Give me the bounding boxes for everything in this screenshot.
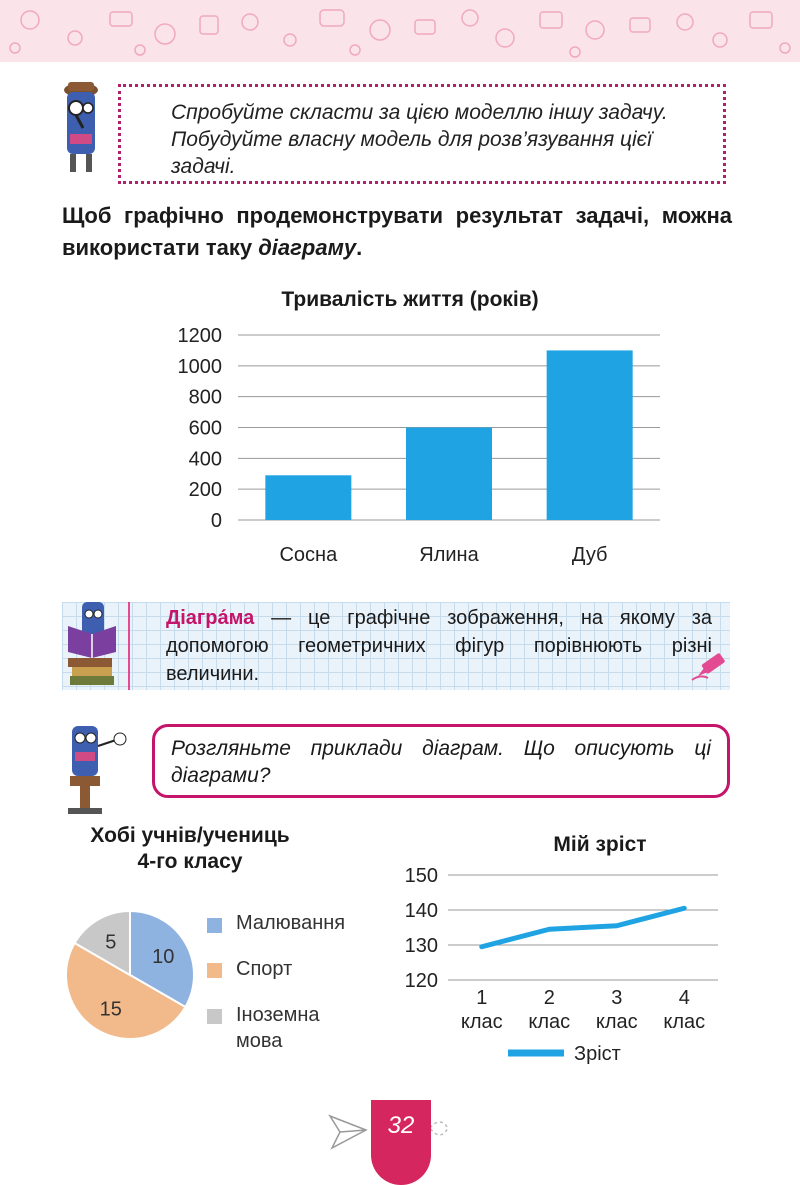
bar-y-tick-label: 800	[188, 386, 222, 409]
line-x-tick-word: клас	[595, 1011, 638, 1033]
line-chart	[380, 860, 730, 1080]
pie-legend-label: Іноземна	[236, 1004, 320, 1026]
pie-legend-label: Спорт	[236, 958, 293, 980]
definition-body: — це графічне зображення, на якому за допомогою геометричних фігур порівнюють різні величини.	[166, 607, 712, 685]
line-y-tick-label: 130	[404, 935, 438, 957]
line-x-tick-word: клас	[528, 1011, 571, 1033]
definition-term: Діагра́ма	[166, 607, 255, 629]
tip-text	[171, 99, 711, 180]
pie-legend-label: Малювання	[236, 912, 346, 934]
bar-category-label: Дуб	[571, 544, 608, 566]
line-x-tick-number: 4	[678, 987, 690, 1009]
page-number: 32	[387, 1112, 415, 1139]
pie-legend-swatch	[207, 1009, 222, 1024]
mascot-pointing-icon	[58, 722, 148, 818]
pie-value-label: 10	[152, 945, 175, 968]
bar-y-tick-label: 200	[188, 479, 222, 502]
line-x-tick-number: 1	[476, 987, 488, 1009]
bar-y-tick-label: 400	[188, 448, 222, 471]
line-y-tick-label: 120	[404, 970, 438, 992]
line-x-tick-word: клас	[460, 1011, 503, 1033]
bar-category-label: Ялина	[419, 544, 479, 566]
line-x-tick-word: клас	[663, 1011, 706, 1033]
header-decoration	[0, 0, 800, 62]
pie-title-line-1: Хобі учнів/учениць	[90, 824, 290, 847]
definition-text	[166, 604, 712, 688]
pie-chart	[60, 905, 200, 1045]
line-chart-title: Мій зріст	[553, 833, 647, 856]
mascot-detective-icon	[56, 76, 106, 178]
doodle-pattern	[0, 0, 800, 62]
bar-3	[547, 350, 633, 520]
intro-emphasis: діаграму	[258, 235, 357, 260]
line-x-tick-number: 2	[543, 987, 555, 1009]
mascot-reader-icon	[62, 596, 126, 694]
bar-y-tick-label: 0	[210, 510, 222, 532]
pie-value-label: 5	[105, 931, 117, 954]
pie-legend-swatch	[207, 963, 222, 978]
line-y-tick-label: 150	[404, 865, 438, 887]
bar-y-tick-label: 1000	[177, 355, 222, 378]
bar-y-tick-label: 1200	[177, 325, 222, 347]
pie-value-label: 15	[99, 998, 122, 1021]
pie-legend-label: мова	[236, 1030, 283, 1052]
bar-2	[406, 428, 492, 521]
intro-end: .	[356, 235, 363, 260]
tip-line-2: Побудуйте власну модель для розв’язування цієї	[171, 128, 652, 151]
margin-line	[128, 602, 130, 690]
intro-text: Щоб графічно продемонструвати результат задачі, можна використати таку	[62, 203, 732, 260]
pie-legend-swatch	[207, 918, 222, 933]
bar-y-tick-label: 600	[188, 417, 222, 440]
bar-category-label: Сосна	[279, 544, 338, 566]
highlighter-icon	[688, 652, 728, 684]
bar-1	[265, 475, 351, 520]
line-legend-label: Зріст	[574, 1043, 621, 1065]
tip-line-3: задачі.	[171, 155, 236, 178]
question-text: Розгляньте приклади діаграм. Що описують ці діаграми?	[171, 737, 711, 787]
intro-paragraph	[62, 200, 732, 264]
bar-chart-title: Тривалість життя (років)	[281, 288, 539, 311]
tip-box	[118, 84, 726, 184]
pie-title-line-2: 4-го класу	[137, 850, 243, 873]
bar-chart	[150, 320, 670, 580]
tip-line-1: Спробуйте скласти за цією моделлю іншу задачу.	[171, 101, 668, 124]
line-x-tick-number: 3	[611, 987, 623, 1009]
line-series-height	[482, 908, 685, 947]
question-bubble	[152, 724, 730, 798]
line-y-tick-label: 140	[404, 900, 438, 922]
definition-box	[62, 602, 730, 690]
pie-chart-title	[40, 823, 340, 875]
